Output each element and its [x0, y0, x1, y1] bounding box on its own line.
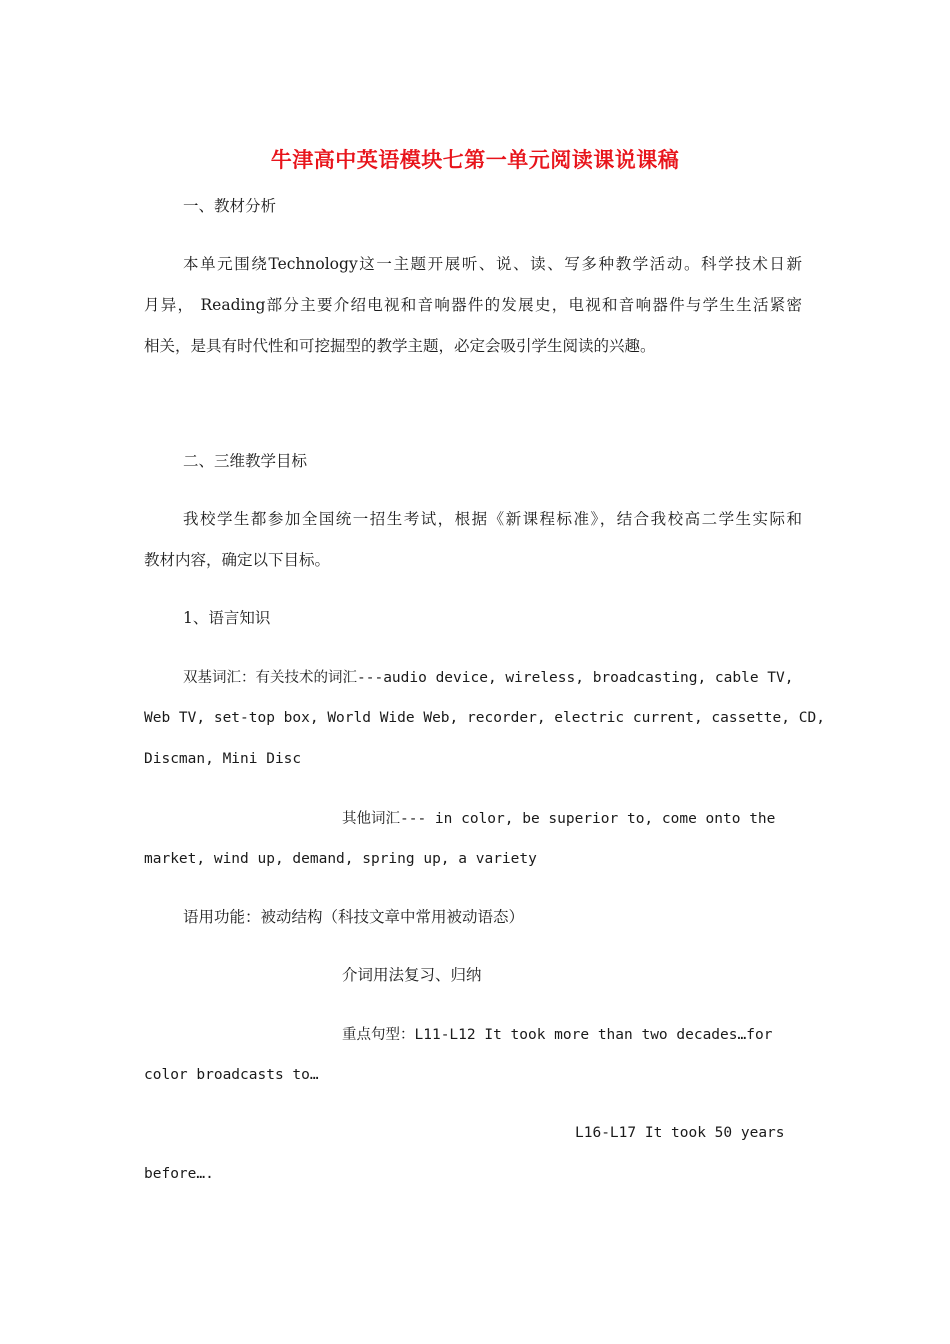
other-vocab-line: market, wind up, demand, spring up, a variety: [144, 851, 537, 867]
section-heading-teaching-objectives: 二、三维教学目标: [183, 452, 308, 470]
paragraph-line: 教材内容，确定以下目标。: [144, 551, 331, 569]
document-title: 牛津高中英语模块七第一单元阅读课说课稿: [270, 148, 680, 172]
key-sentence-text: 重点句型：L11-L12 It took more than two decades…for: [342, 1027, 773, 1043]
other-vocab-text: 其他词汇--- in color, be superior to, come onto the: [342, 811, 776, 827]
section-heading-textbook-analysis: 一、教材分析: [183, 197, 277, 215]
key-sentence-line: [342, 1024, 772, 1045]
paragraph-line: 本单元围绕Technology这一主题开展听、说、读、写多种教学活动。科学技术日新: [183, 255, 802, 273]
other-vocab-line: [342, 808, 775, 829]
key-sentence-line: color broadcasts to…: [144, 1067, 319, 1083]
preposition-review-line: 介词用法复习、归纳: [342, 966, 482, 984]
vocab-line: Web TV, set-top box, World Wide Web, recorder, electric current, cassette, CD,: [144, 710, 825, 726]
paragraph-line: 月异， Reading部分主要介绍电视和音响器件的发展史，电视和音响器件与学生生活紧密: [144, 296, 802, 314]
paragraph-line: 相关，是具有时代性和可挖掘型的教学主题，必定会吸引学生阅读的兴趣。: [144, 337, 656, 355]
vocab-text: 双基词汇：有关技术的词汇---audio device, wireless, broadcasting, cable TV,: [183, 670, 794, 686]
vocab-line: [183, 667, 794, 688]
key-sentence-line: before….: [144, 1166, 214, 1182]
vocab-line: Discman, Mini Disc: [144, 751, 302, 767]
paragraph-line: 我校学生都参加全国统一招生考试，根据《新课程标准》，结合我校高二学生实际和: [183, 510, 802, 528]
key-sentence-line: L16-L17 It took 50 years: [575, 1125, 785, 1141]
usage-function-line: 语用功能：被动结构（科技文章中常用被动语态）: [183, 908, 525, 926]
subsection-heading-language-knowledge: 1、语言知识: [183, 609, 271, 627]
